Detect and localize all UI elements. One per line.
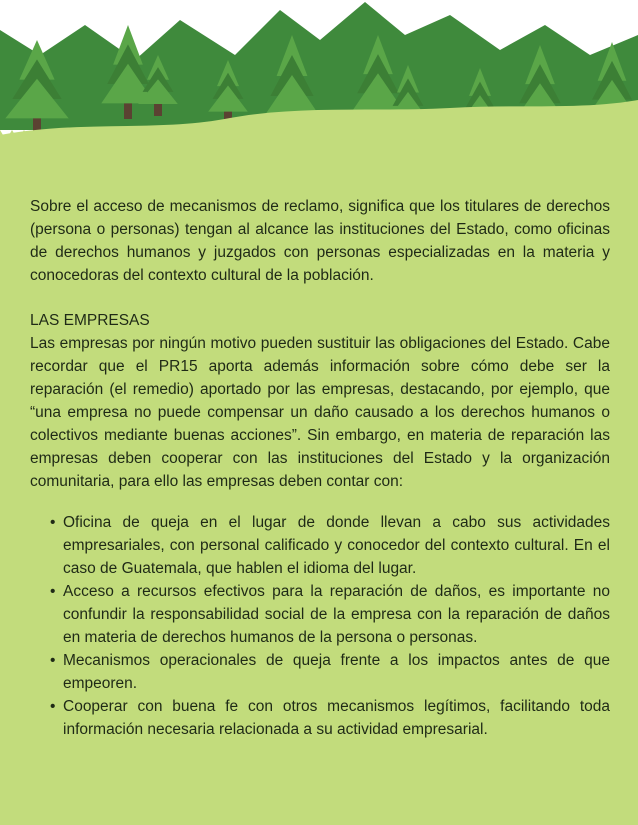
section-heading: LAS EMPRESAS <box>30 312 150 329</box>
document-body <box>30 195 610 741</box>
bullet-list <box>30 511 610 741</box>
bullet-item: • Cooperar con buena fe con otros mecanismos legítimos, facilitando toda información necesaria relacionada a su actividad empresarial. <box>50 695 610 741</box>
forest-banner <box>0 0 638 170</box>
bullet-item: • Mecanismos operacionales de queja frente a los impactos antes de que empeoren. <box>50 649 610 695</box>
bullet-item: • Oficina de queja en el lugar de donde llevan a cabo sus actividades empresariales, con personal calificado y conocedor del contexto cultural. En el caso de Guatemala, que hablen el idioma del lugar. <box>50 511 610 580</box>
bullet-item: • Acceso a recursos efectivos para la reparación de daños, es importante no confundir la responsabilidad social de la empresa con la reparación de daños en materia de derechos humanos de la persona o personas. <box>50 580 610 649</box>
intro-paragraph: Sobre el acceso de mecanismos de reclamo, significa que los titulares de derechos (persona o personas) tengan al alcance las instituciones del Estado, como oficinas de derechos humanos y juzgados con personas especializadas en la materia y conocedoras del contexto cultural de la población. <box>30 198 610 284</box>
body-paragraph: Las empresas por ningún motivo pueden sustituir las obligaciones del Estado. Cabe recordar que el PR15 aporta además información sobre cómo debe ser la reparación (el remedio) aportado por las empresas, destacando, por ejemplo, que “una empresa no puede compensar un daño causado a los derechos humanos o colectivos mediante buenas acciones”. Sin embargo, en materia de reparación las empresas deben cooperar con las instituciones del Estado y la organización comunitaria, para ello las empresas deben contar con: <box>30 335 610 490</box>
